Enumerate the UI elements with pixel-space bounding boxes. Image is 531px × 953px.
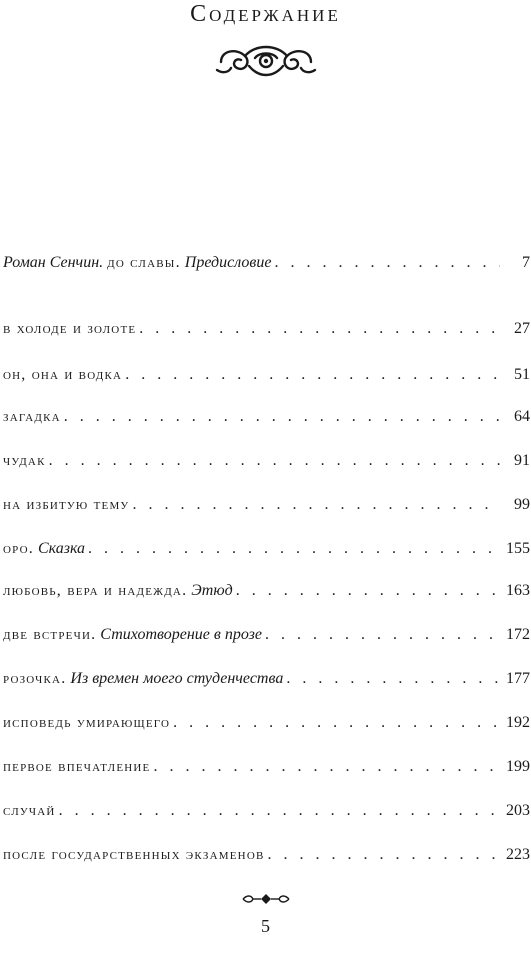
toc-entry[interactable] bbox=[3, 844, 530, 866]
page-number: 7 bbox=[522, 254, 530, 271]
leader-dots bbox=[132, 494, 500, 516]
leader-dots bbox=[265, 624, 498, 646]
preface-title: до славы. bbox=[107, 254, 181, 271]
leader-dots bbox=[64, 406, 500, 428]
page-number: 192 bbox=[506, 714, 530, 731]
toc-entry[interactable] bbox=[3, 494, 530, 516]
page-number: 51 bbox=[514, 366, 530, 383]
toc-entry[interactable] bbox=[3, 756, 530, 778]
toc-entry[interactable] bbox=[3, 800, 530, 822]
page-number: 91 bbox=[514, 452, 530, 469]
leader-dots bbox=[268, 844, 498, 866]
page-number: 64 bbox=[514, 408, 530, 425]
leader-dots bbox=[173, 712, 498, 734]
entry-title: чудак bbox=[3, 452, 46, 469]
page-number: 177 bbox=[506, 670, 530, 687]
toc-entry[interactable] bbox=[3, 668, 530, 690]
entry-title: загадка bbox=[3, 408, 61, 425]
toc-entry[interactable] bbox=[3, 318, 530, 340]
leader-dots bbox=[236, 580, 498, 602]
entry-title: он, она и водка bbox=[3, 366, 123, 383]
entry-subtitle: Этюд bbox=[191, 582, 233, 599]
leader-dots bbox=[139, 318, 500, 340]
page-number: 99 bbox=[514, 496, 530, 513]
leader-dots bbox=[274, 252, 500, 274]
preface-subtitle: Предисловие bbox=[184, 254, 272, 271]
leader-dots bbox=[59, 800, 498, 822]
toc-preface[interactable] bbox=[3, 252, 530, 274]
leader-dots bbox=[88, 538, 498, 560]
ornament-icon bbox=[215, 40, 317, 82]
entry-title: после государственных экзаменов bbox=[3, 846, 265, 863]
entry-subtitle: Стихотворение в прозе bbox=[100, 626, 262, 643]
leader-dots bbox=[153, 756, 498, 778]
toc-entry[interactable] bbox=[3, 538, 530, 560]
toc-entry[interactable] bbox=[3, 406, 530, 428]
entry-subtitle: Сказка bbox=[37, 540, 86, 557]
entry-title: оро. bbox=[3, 540, 34, 557]
entry-title: исповедь умирающего bbox=[3, 714, 171, 731]
divider-ornament-icon bbox=[241, 893, 291, 905]
toc-entry[interactable] bbox=[3, 624, 530, 646]
page-number: 155 bbox=[506, 540, 530, 557]
page-number: 163 bbox=[506, 582, 530, 599]
entry-title: розочка. bbox=[3, 670, 67, 687]
entry-title: любовь, вера и надежда. bbox=[3, 582, 188, 599]
page-number: 203 bbox=[506, 802, 530, 819]
entry-title: случай bbox=[3, 802, 56, 819]
entry-title: в холоде и золоте bbox=[3, 320, 137, 337]
leader-dots bbox=[286, 668, 498, 690]
page-number-footer: 5 bbox=[261, 916, 270, 936]
leader-dots bbox=[49, 450, 500, 472]
entry-title: две встречи. bbox=[3, 626, 97, 643]
toc-entry[interactable] bbox=[3, 450, 530, 472]
toc-entry[interactable] bbox=[3, 712, 530, 734]
toc-entry[interactable] bbox=[3, 364, 530, 386]
leader-dots bbox=[125, 364, 500, 386]
page-number: 199 bbox=[506, 758, 530, 775]
entry-subtitle: Из времен моего студенчества bbox=[70, 670, 284, 687]
toc-entry[interactable] bbox=[3, 580, 530, 602]
page-number: 172 bbox=[506, 626, 530, 643]
page-title: Содержание bbox=[190, 1, 341, 27]
entry-title: первое впечатление bbox=[3, 758, 151, 775]
page-number: 27 bbox=[514, 320, 530, 337]
entry-title: на избитую тему bbox=[3, 496, 130, 513]
page-number: 223 bbox=[506, 846, 530, 863]
preface-author: Роман Сенчин. bbox=[3, 254, 104, 271]
